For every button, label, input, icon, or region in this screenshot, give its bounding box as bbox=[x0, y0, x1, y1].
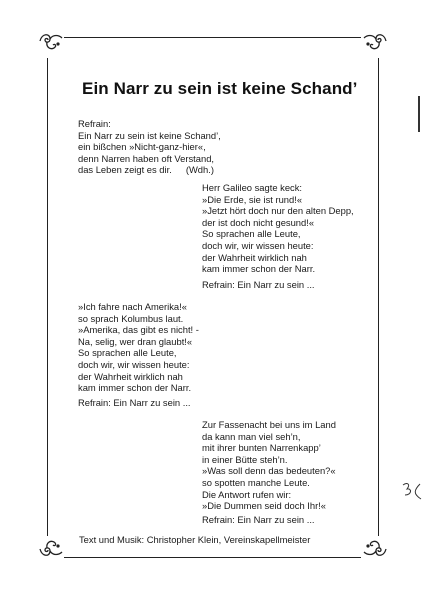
verse-1-block bbox=[202, 182, 354, 275]
credit-line: Text und Musik: Christopher Klein, Vereinskapellmeister bbox=[79, 534, 311, 545]
refrain-reference: Refrain: Ein Narr zu sein ... bbox=[78, 397, 191, 408]
verse-line: doch wir, wir wissen heute: bbox=[78, 358, 190, 370]
verse-line: »Jetzt hört doch nur den alten Depp, bbox=[202, 205, 354, 217]
verse-line: Herr Galileo sagte keck: bbox=[202, 182, 303, 193]
verse-line: So sprachen alle Leute, bbox=[202, 228, 301, 240]
verse-3-block bbox=[202, 419, 336, 512]
refrain-last-line-row bbox=[78, 164, 221, 176]
refrain-line: das Leben zeigt es dir. bbox=[78, 164, 172, 176]
verse-line: da kann man viel seh’n, bbox=[202, 430, 301, 442]
verse-line: »Ich fahre nach Amerika!« bbox=[78, 301, 187, 312]
verse-line: kam immer schon der Narr. bbox=[202, 263, 316, 275]
corner-ornament-icon-top-right bbox=[362, 30, 388, 52]
verse-line: »Amerika, das gibt es nicht! - bbox=[78, 324, 199, 336]
handwritten-mark-icon bbox=[400, 480, 422, 504]
corner-ornament-icon-bottom-right bbox=[362, 538, 388, 560]
verse-line: mit ihrer bunten Narrenkapp’ bbox=[202, 442, 321, 454]
verse-line: der Wahrheit wirklich nah bbox=[78, 370, 183, 382]
verse-line: so sprach Kolumbus laut. bbox=[78, 312, 184, 324]
repeat-mark: (Wdh.) bbox=[185, 164, 214, 176]
frame-bottom-line bbox=[64, 557, 361, 558]
verse-line: so spotten manche Leute. bbox=[202, 476, 310, 488]
verse-line: doch wir, wir wissen heute: bbox=[202, 239, 314, 251]
frame-top-line bbox=[64, 37, 361, 38]
verse-line: »Die Erde, sie ist rund!« bbox=[202, 193, 303, 205]
margin-handwritten-note bbox=[400, 480, 422, 504]
refrain-reference: Refrain: Ein Narr zu sein ... bbox=[202, 514, 315, 525]
verse-line: So sprachen alle Leute, bbox=[78, 347, 177, 359]
frame-left-line bbox=[47, 58, 48, 536]
verse-2-block bbox=[78, 301, 199, 394]
refrain-block bbox=[78, 118, 221, 176]
refrain-line: denn Narren haben oft Verstand, bbox=[78, 152, 215, 164]
corner-ornament-icon-top-left bbox=[38, 30, 64, 52]
refrain-line: ein bißchen »Nicht-ganz-hier«, bbox=[78, 141, 206, 153]
frame-right-line bbox=[378, 58, 379, 536]
verse-line: kam immer schon der Narr. bbox=[78, 382, 192, 394]
verse-line: der ist doch nicht gesund!« bbox=[202, 216, 315, 228]
refrain-line: Ein Narr zu sein ist keine Schand’, bbox=[78, 129, 221, 141]
verse-line: »Was soll denn das bedeuten?« bbox=[202, 465, 336, 477]
verse-line: Die Antwort rufen wir: bbox=[202, 488, 292, 500]
verse-line: der Wahrheit wirklich nah bbox=[202, 251, 307, 263]
verse-line: Zur Fassenacht bei uns im Land bbox=[202, 419, 336, 430]
verse-line: in einer Bütte steh’n. bbox=[202, 453, 288, 465]
verse-line: »Die Dummen seid doch Ihr!« bbox=[202, 500, 327, 512]
corner-ornament-icon-bottom-left bbox=[38, 538, 64, 560]
song-title: Ein Narr zu sein ist keine Schand’ bbox=[82, 79, 358, 98]
scan-edge-mark bbox=[418, 96, 420, 132]
refrain-reference: Refrain: Ein Narr zu sein ... bbox=[202, 279, 315, 290]
refrain-label: Refrain: bbox=[78, 118, 111, 129]
verse-line: Na, selig, wer dran glaubt!« bbox=[78, 335, 193, 347]
